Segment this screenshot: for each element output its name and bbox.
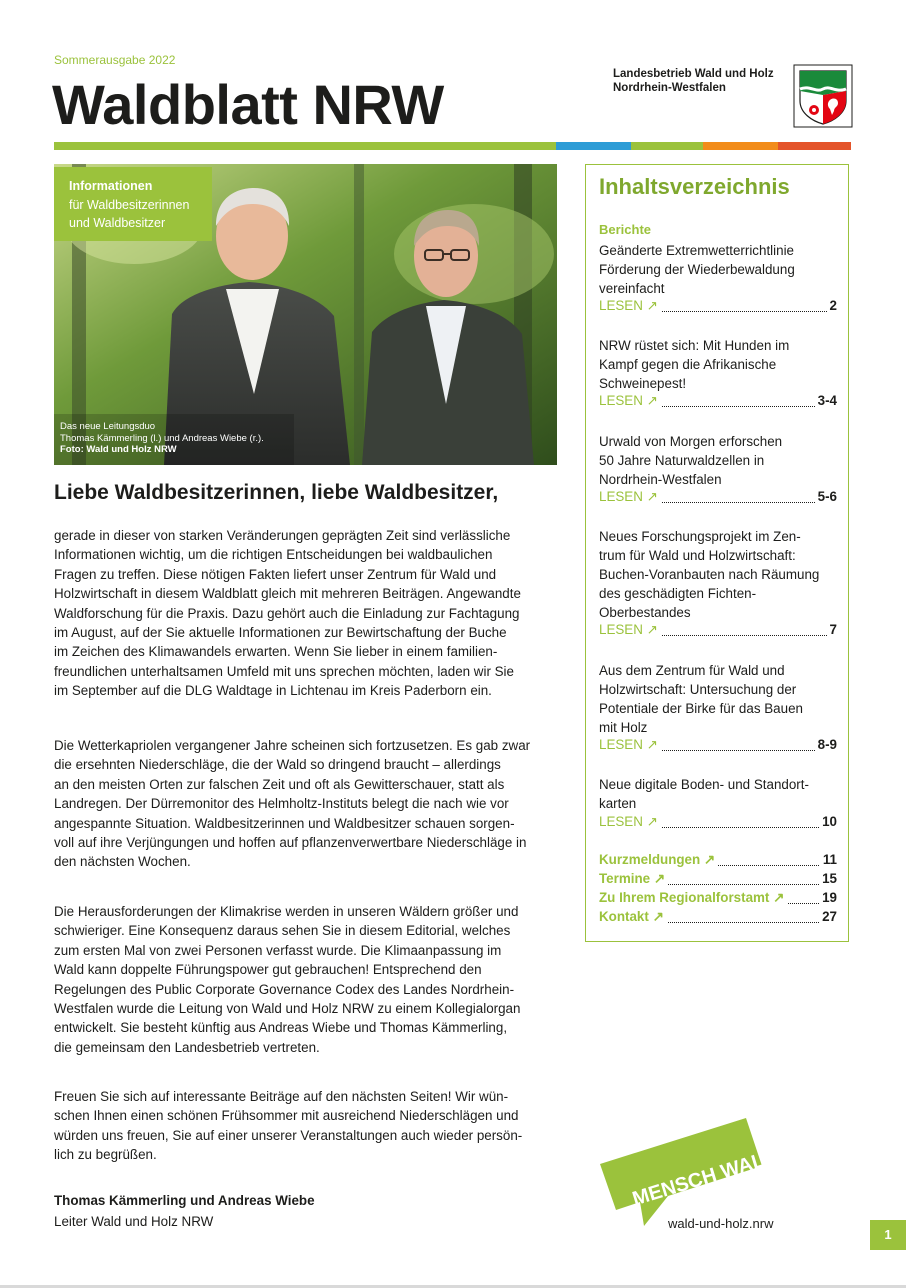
toc-entry-line: Geänderte Extremwetterrichtlinie bbox=[599, 243, 794, 258]
arrow-icon: ↗ bbox=[646, 622, 658, 637]
text-line: schen Ihnen einen schönen Frühsommer mit ausreichend Niederschlägen und bbox=[54, 1108, 519, 1124]
toc-page-number: 5-6 bbox=[815, 489, 837, 504]
stripe-green-2 bbox=[631, 142, 703, 150]
text-line: freundlichen unterhaltsamen Umfeld mit uns sprechen möchten, laden wir Sie bbox=[54, 663, 514, 679]
text-line: lich zu begrüßen. bbox=[54, 1147, 157, 1163]
signature-role: Leiter Wald und Holz NRW bbox=[54, 1214, 214, 1229]
read-link[interactable] bbox=[599, 622, 661, 638]
toc-link-text: Zu Ihrem Regionalforstamt bbox=[599, 890, 770, 905]
toc-entry-link[interactable] bbox=[599, 814, 837, 833]
toc-entry-link[interactable] bbox=[599, 298, 837, 317]
article-heading: Liebe Waldbesitzerinnen, liebe Waldbesitzer, bbox=[54, 481, 499, 504]
toc-entry-title bbox=[599, 432, 837, 489]
read-link[interactable] bbox=[599, 393, 661, 409]
toc-entry-line: 50 Jahre Naturwaldzellen in bbox=[599, 453, 765, 468]
page-number: 1 bbox=[870, 1220, 906, 1250]
text-line: entwickelt. Sie besteht künftig aus Andreas Wiebe und Thomas Kämmerling, bbox=[54, 1020, 508, 1036]
audience-tag bbox=[54, 167, 212, 241]
toc-entry-line: vereinfacht bbox=[599, 281, 665, 296]
toc-entry-line: Kampf gegen die Afrikanische bbox=[599, 357, 777, 372]
toc-page-number: 15 bbox=[819, 871, 837, 886]
signature bbox=[54, 1190, 315, 1232]
text-line: Die Wetterkapriolen vergangener Jahre scheinen sich fortzusetzen. Es gab zwar bbox=[54, 738, 531, 753]
toc-entry-line: des geschädigten Fichten- bbox=[599, 586, 757, 601]
photo-caption bbox=[60, 421, 264, 456]
read-link[interactable] bbox=[599, 737, 661, 753]
read-link[interactable] bbox=[599, 814, 661, 830]
text-line: Waldforschung für die Praxis. Dazu gehört auch die Einladung zur Fachtagung bbox=[54, 605, 520, 621]
article-paragraph-1 bbox=[54, 526, 557, 701]
toc-entry-line: NRW rüstet sich: Mit Hunden im bbox=[599, 338, 790, 353]
organization-line-2: Nordrhein-Westfalen bbox=[613, 82, 726, 94]
toc-entry-line: Potentiale der Birke für das Bauen bbox=[599, 701, 803, 716]
read-link-label: LESEN bbox=[599, 814, 643, 829]
photo-credit: Foto: Wald und Holz NRW bbox=[60, 444, 177, 455]
page-title: Waldblatt NRW bbox=[52, 73, 444, 136]
arrow-icon: ↗ bbox=[646, 814, 658, 829]
text-line: im Zeichen des Klimawandels erwarten. Wenn Sie lieber in einem familien- bbox=[54, 644, 498, 660]
audience-tag-line-1: Informationen bbox=[69, 179, 153, 193]
toc-entry-link[interactable] bbox=[599, 622, 837, 641]
toc-link-text: Termine bbox=[599, 871, 651, 886]
toc-entry-line: Schweinepest! bbox=[599, 376, 687, 391]
organization-line-1: Landesbetrieb Wald und Holz bbox=[613, 68, 774, 80]
text-line: angespannte Situation. Waldbesitzerinnen und Waldbesitzer schauen sorgen- bbox=[54, 815, 515, 831]
text-line: Westfalen wurde die Leitung von Wald und Holz NRW zu einem Kollegialorgan bbox=[54, 1001, 521, 1017]
toc-entry-line: Urwald von Morgen erforschen bbox=[599, 434, 783, 449]
arrow-icon: ↗ bbox=[703, 852, 716, 867]
toc-entry-line: mit Holz bbox=[599, 720, 648, 735]
toc-link-text: Kurzmeldungen bbox=[599, 852, 701, 867]
text-line: Freuen Sie sich auf interessante Beiträge auf den nächsten Seiten! Wir wün- bbox=[54, 1089, 509, 1104]
stripe-blue bbox=[556, 142, 631, 150]
text-line: Informationen wichtig, um die richtigen Entscheidungen bei waldbaulichen bbox=[54, 547, 493, 563]
toc-entry-link[interactable] bbox=[599, 489, 837, 508]
toc-entry-link[interactable] bbox=[599, 737, 837, 756]
toc-page-number: 27 bbox=[819, 909, 837, 924]
text-line: Die Herausforderungen der Klimakrise werden in unseren Wäldern größer und bbox=[54, 904, 519, 919]
toc-entry-line: Neues Forschungsprojekt im Zen- bbox=[599, 529, 801, 544]
toc-page-number: 3-4 bbox=[815, 393, 837, 408]
toc-link-text: Kontakt bbox=[599, 909, 649, 924]
organization-name bbox=[613, 67, 774, 95]
slogan-text: MENSCH WALD! bbox=[629, 1143, 788, 1211]
toc-entry-line: Förderung der Wiederbewaldung bbox=[599, 262, 795, 277]
text-line: zum ersten Mal von zwei Personen verfasst wurde. Die Klimaanpassung im bbox=[54, 942, 502, 958]
audience-tag-line-2: für Waldbesitzerinnen bbox=[69, 198, 190, 212]
toc-title: Inhaltsverzeichnis bbox=[599, 174, 790, 199]
stripe-green bbox=[54, 142, 556, 150]
toc-entry-line: Nordrhein-Westfalen bbox=[599, 472, 722, 487]
toc-page-number: 19 bbox=[819, 890, 837, 905]
toc-link-kontakt[interactable] bbox=[599, 909, 837, 928]
edition-label: Sommerausgabe 2022 bbox=[54, 53, 176, 67]
arrow-icon: ↗ bbox=[653, 871, 666, 886]
text-line: würden uns freuen, Sie auf einer unserer Veranstaltungen auch wieder persön- bbox=[54, 1127, 523, 1143]
arrow-icon: ↗ bbox=[646, 489, 658, 504]
toc-entry-link[interactable] bbox=[599, 393, 837, 412]
toc-link-regionalforstamt[interactable] bbox=[599, 890, 837, 909]
arrow-icon: ↗ bbox=[773, 890, 785, 905]
mensch-wald-logo bbox=[596, 1114, 788, 1229]
nrw-coat-of-arms-icon bbox=[794, 65, 852, 127]
text-line: im August, auf der Sie aktuelle Informationen zur Bewirtschaftung der Buche bbox=[54, 625, 507, 641]
audience-tag-line-3: und Waldbesitzer bbox=[69, 216, 166, 230]
read-link-label: LESEN bbox=[599, 737, 643, 752]
text-line: im September auf die DLG Waldtage in Lichtenau im Kreis Paderborn ein. bbox=[54, 683, 492, 699]
article-paragraph-4 bbox=[54, 1087, 557, 1165]
text-line: schwieriger. Eine Konsequenz daraus sehen Sie in diesem Editorial, welches bbox=[54, 923, 511, 939]
toc-entry-line: Oberbestandes bbox=[599, 605, 691, 620]
photo-caption-line-1: Das neue Leitungsduo bbox=[60, 421, 156, 432]
arrow-icon: ↗ bbox=[646, 298, 658, 313]
text-line: Fragen zu treffen. Diese nötigen Fakten liefert unser Zentrum für Wald und bbox=[54, 566, 497, 582]
toc-page-number: 8-9 bbox=[815, 737, 837, 752]
text-line: Regelungen des Public Corporate Governance Codex des Landes Nordrhein- bbox=[54, 981, 515, 997]
toc-entry-title bbox=[599, 775, 837, 813]
stripe-red bbox=[778, 142, 851, 150]
read-link-label: LESEN bbox=[599, 489, 643, 504]
article-paragraph-2 bbox=[54, 736, 557, 872]
toc-entry-title bbox=[599, 336, 837, 393]
toc-page-number: 7 bbox=[827, 622, 837, 637]
toc-page-number: 11 bbox=[820, 852, 837, 867]
stripe-orange bbox=[703, 142, 778, 150]
toc-entry-line: karten bbox=[599, 796, 637, 811]
article-paragraph-3 bbox=[54, 902, 557, 1057]
text-line: den nächsten Wochen. bbox=[54, 854, 191, 870]
text-line: gerade in dieser von starken Veränderungen geprägten Zeit sind verlässliche bbox=[54, 528, 511, 543]
text-line: Holzwirtschaft in diesem Waldblatt gleich mit mehreren Beiträgen. Angewandte bbox=[54, 586, 521, 602]
read-link-label: LESEN bbox=[599, 298, 643, 313]
read-link-label: LESEN bbox=[599, 622, 643, 637]
toc-link-kurzmeldungen[interactable] bbox=[599, 852, 837, 871]
toc-entry-title bbox=[599, 527, 837, 622]
toc-page-number: 2 bbox=[827, 298, 837, 313]
toc-entry-title bbox=[599, 661, 837, 737]
toc-entry-line: Buchen-Voranbauten nach Räumung bbox=[599, 567, 820, 582]
toc-page-number: 10 bbox=[819, 814, 837, 829]
toc-section-berichte: Berichte bbox=[599, 222, 652, 237]
toc-link-label[interactable] bbox=[599, 871, 668, 887]
toc-link-label[interactable] bbox=[599, 890, 787, 906]
arrow-icon: ↗ bbox=[646, 393, 658, 408]
arrow-icon: ↗ bbox=[652, 909, 664, 924]
text-line: die ersehnten Niederschläge, die der Wald so dringend braucht – allerdings bbox=[54, 757, 501, 773]
read-link[interactable] bbox=[599, 489, 661, 505]
toc-entry-line: Aus dem Zentrum für Wald und bbox=[599, 663, 785, 678]
text-line: voll auf ihre Verjüngungen und hoffen auf pflanzenverwertbare Niederschläge in bbox=[54, 835, 527, 851]
text-line: Wald kann doppelte Führungspower gut gebrauchen! Entsprechend den bbox=[54, 962, 482, 978]
read-link-label: LESEN bbox=[599, 393, 643, 408]
website-link[interactable]: wald-und-holz.nrw bbox=[668, 1216, 774, 1231]
read-link[interactable] bbox=[599, 298, 661, 314]
text-line: die gemeinsam den Landesbetrieb vertreten. bbox=[54, 1039, 320, 1055]
signature-names: Thomas Kämmerling und Andreas Wiebe bbox=[54, 1193, 315, 1208]
text-line: Landregen. Der Dürremonitor des Helmholtz-Instituts belegt die nach wie vor bbox=[54, 796, 509, 812]
toc-entry-title bbox=[599, 241, 837, 298]
photo-caption-line-2: Thomas Kämmerling (l.) und Andreas Wiebe (r.). bbox=[60, 432, 264, 444]
toc-link-label[interactable] bbox=[599, 852, 718, 868]
arrow-icon: ↗ bbox=[646, 737, 658, 752]
text-line: an den meisten Orten zur falschen Zeit und oft als Gewitterschauer, statt als bbox=[54, 776, 505, 792]
toc-entry-line: trum für Wald und Holzwirtschaft: bbox=[599, 548, 796, 563]
toc-entry-line: Neue digitale Boden- und Standort- bbox=[599, 777, 809, 792]
toc-entry-line: Holzwirtschaft: Untersuchung der bbox=[599, 682, 797, 697]
toc-link-label[interactable] bbox=[599, 909, 667, 925]
color-stripe bbox=[54, 142, 851, 150]
toc-link-termine[interactable] bbox=[599, 871, 837, 890]
